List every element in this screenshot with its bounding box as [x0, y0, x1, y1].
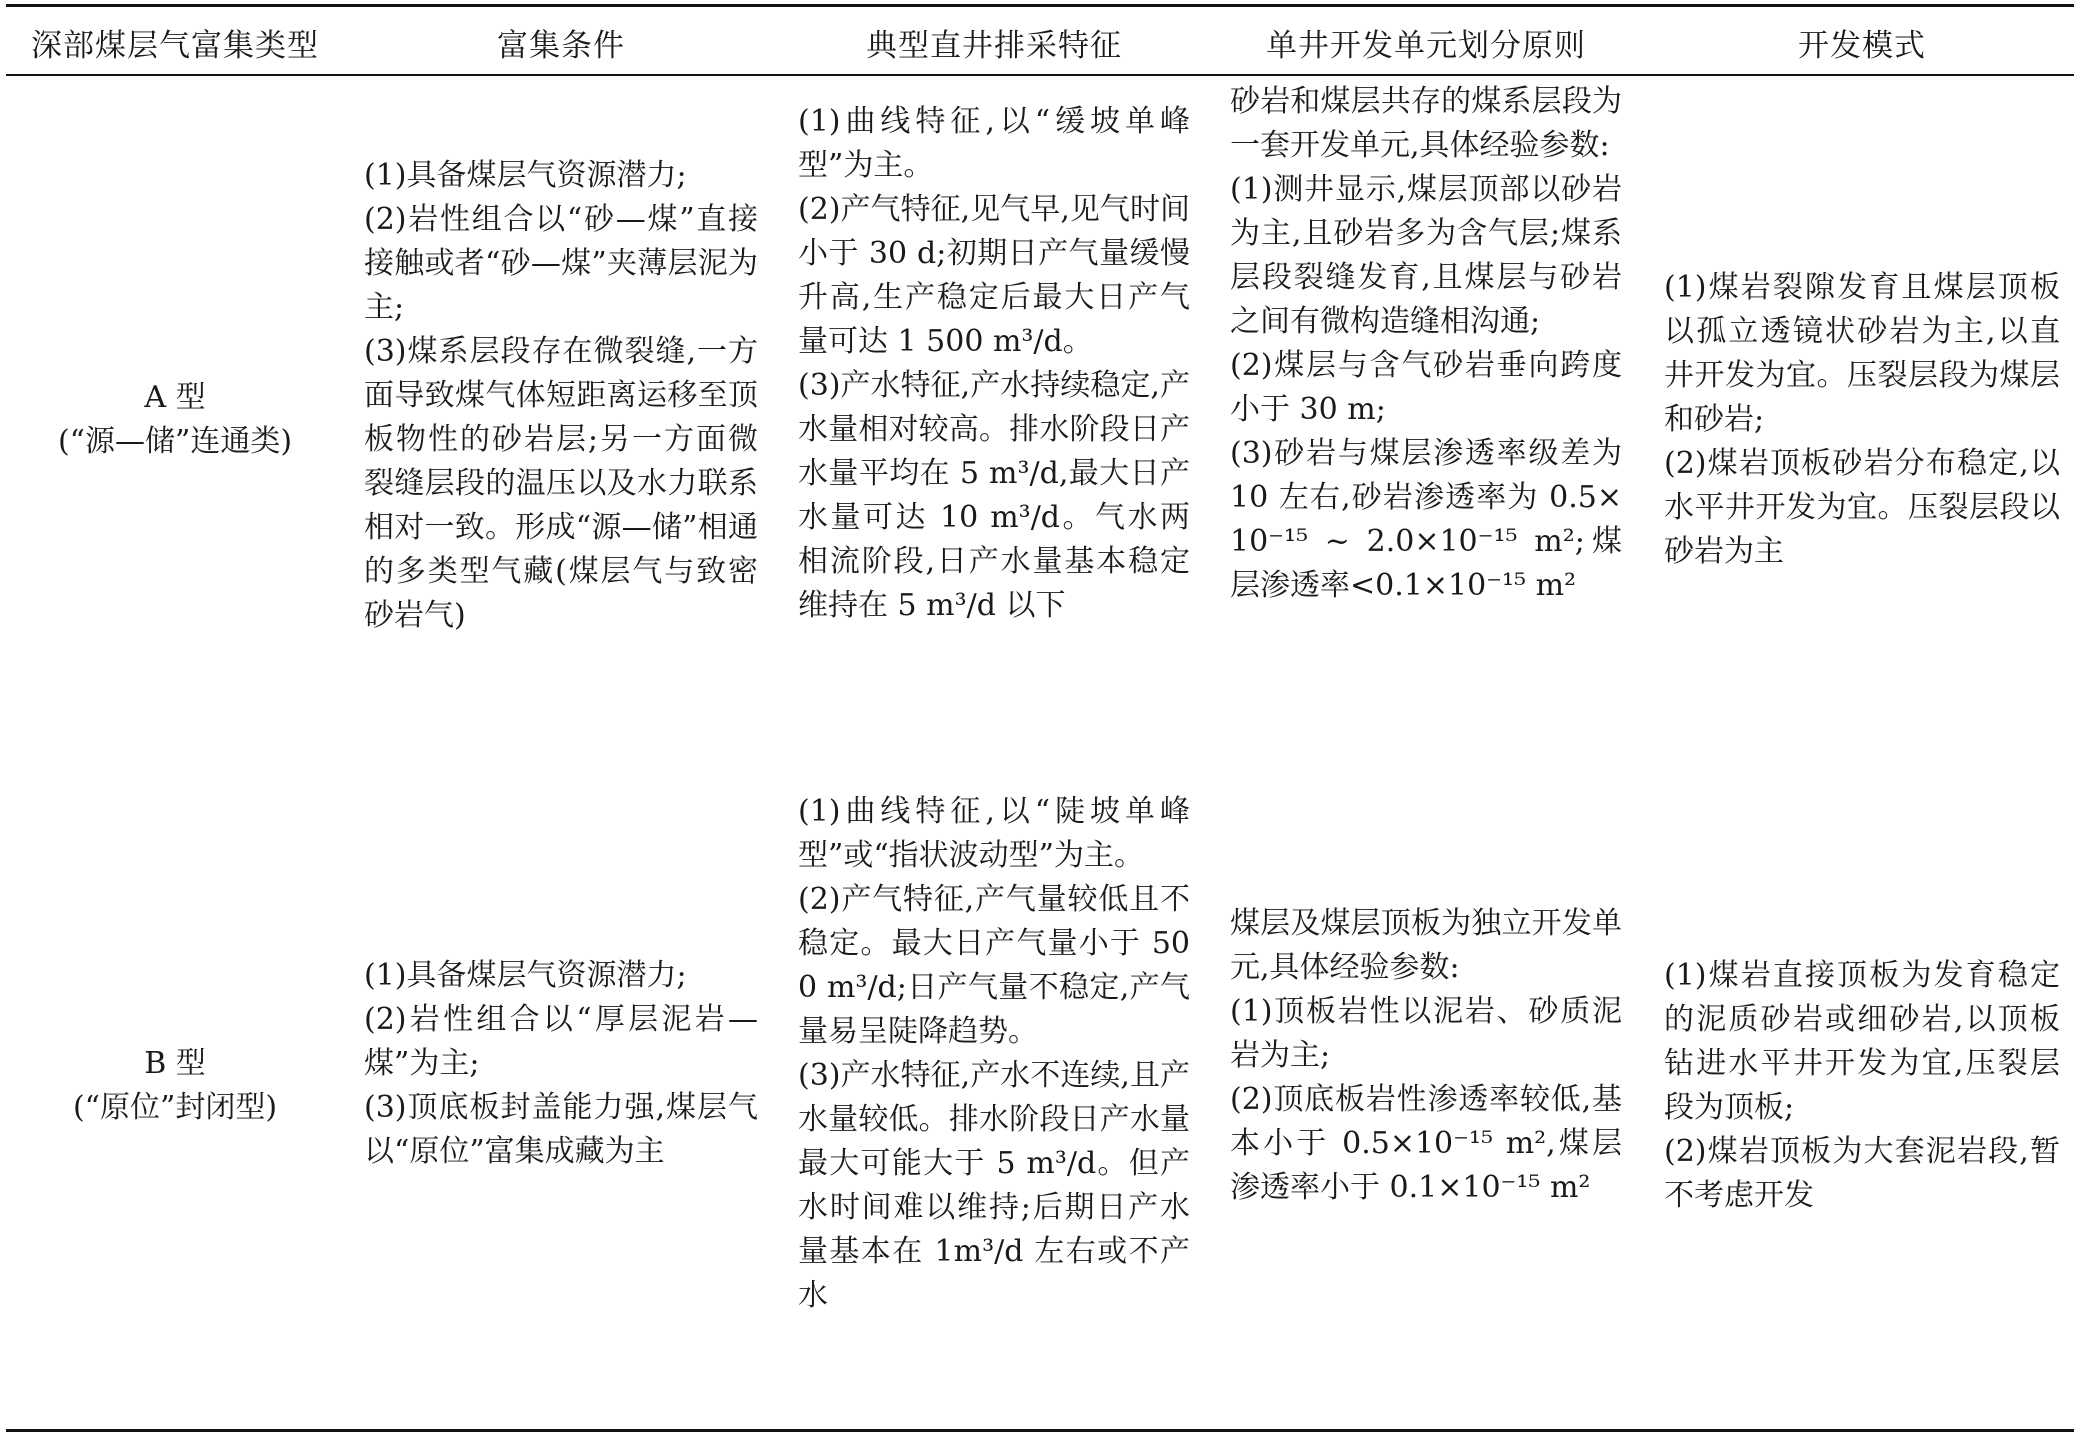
table-row-type-b — [10, 1042, 340, 1130]
row-a-production — [798, 100, 1190, 628]
list-item: (2)煤层与含气砂岩垂向跨度小于 30 m; — [1230, 348, 1622, 427]
table-top-rule — [6, 4, 2074, 7]
list-item: (3)顶底板封盖能力强,煤层气以“原位”富集成藏为主 — [364, 1090, 758, 1169]
list-item: (1)具备煤层气资源潜力; — [364, 158, 687, 193]
list-item: (1)顶板岩性以泥岩、砂质泥岩为主; — [1230, 994, 1622, 1073]
list-item: (2)产气特征,见气早,见气时间小于 30 d;初期日产气量缓慢升高,生产稳定后最大日产气量可达 1 500 m³/d。 — [798, 192, 1190, 359]
type-subtitle: (“原位”封闭型) — [72, 1090, 278, 1125]
header-production-characteristics: 典型直井排采特征 — [866, 27, 1122, 64]
list-item: (3)砂岩与煤层渗透率级差为 10 左右,砂岩渗透率为 0.5×10⁻¹⁵ ~ 2.0×10⁻¹⁵ m²;煤层渗透率<0.1×10⁻¹⁵ m² — [1230, 436, 1622, 603]
row-a-unit-division — [1230, 80, 1622, 608]
header-development-mode: 开发模式 — [1798, 27, 1926, 64]
row-b-development-mode — [1664, 954, 2060, 1218]
list-item: (2)岩性组合以“厚层泥岩—煤”为主; — [364, 1002, 758, 1081]
list-item: (1)煤岩裂隙发育且煤层顶板以孤立透镜状砂岩为主,以直井开发为宜。压裂层段为煤层和砂岩; — [1664, 270, 2060, 437]
list-item: (3)煤系层段存在微裂缝,一方面导致煤气体短距离运移至顶板物性的砂岩层;另一方面微裂缝层段的温压以及水力联系相对一致。形成“源—储”相通的多类型气藏(煤层气与致密砂岩气) — [364, 334, 758, 633]
list-item: (1)煤岩直接顶板为发育稳定的泥质砂岩或细砂岩,以顶板钻进水平井开发为宜,压裂层段为顶板; — [1664, 958, 2060, 1125]
list-item: (1)曲线特征,以“陡坡单峰型”或“指状波动型”为主。 — [798, 794, 1190, 873]
list-item: (2)顶底板岩性渗透率较低,基本小于 0.5×10⁻¹⁵ m²,煤层渗透率小于 0.1×10⁻¹⁵ m² — [1230, 1082, 1622, 1205]
row-a-development-mode — [1664, 266, 2060, 574]
table-bottom-rule — [6, 1429, 2074, 1432]
type-name: A 型 — [144, 380, 206, 415]
list-item: (1)具备煤层气资源潜力; — [364, 958, 687, 993]
header-enrichment-type: 深部煤层气富集类型 — [31, 27, 319, 64]
row-b-conditions — [364, 954, 758, 1174]
type-name: B 型 — [144, 1046, 206, 1081]
list-item: (1)测井显示,煤层顶部以砂岩为主,且砂岩多为含气层;煤系层段裂缝发育,且煤层与砂岩之间有微构造缝相沟通; — [1230, 172, 1622, 339]
list-item: (2)煤岩顶板为大套泥岩段,暂不考虑开发 — [1664, 1134, 2060, 1213]
list-item: (2)煤岩顶板砂岩分布稳定,以水平井开发为宜。压裂层段以砂岩为主 — [1664, 446, 2060, 569]
table-row-type-a — [10, 376, 340, 464]
row-b-unit-division — [1230, 902, 1622, 1210]
row-b-production — [798, 790, 1190, 1318]
type-subtitle: (“源—储”连通类) — [57, 424, 293, 459]
list-item: (1)曲线特征,以“缓坡单峰型”为主。 — [798, 104, 1190, 183]
table-header-rule — [6, 74, 2074, 76]
header-enrichment-conditions: 富集条件 — [497, 27, 625, 64]
header-unit-division: 单井开发单元划分原则 — [1266, 27, 1586, 64]
list-item: (2)岩性组合以“砂—煤”直接接触或者“砂—煤”夹薄层泥为主; — [364, 202, 758, 325]
row-a-conditions — [364, 154, 758, 638]
list-item: (3)产水特征,产水不连续,且产水量较低。排水阶段日产水量最大可能大于 5 m³/d。但产水时间难以维持;后期日产水量基本在 1m³/d 左右或不产水 — [798, 1058, 1190, 1313]
list-item: (2)产气特征,产气量较低且不稳定。最大日产气量小于 500 m³/d;日产气量不稳定,产气量易呈陡降趋势。 — [798, 882, 1190, 1049]
list-item: 砂岩和煤层共存的煤系层段为一套开发单元,具体经验参数: — [1230, 84, 1622, 163]
list-item: 煤层及煤层顶板为独立开发单元,具体经验参数: — [1230, 906, 1622, 985]
list-item: (3)产水特征,产水持续稳定,产水量相对较高。排水阶段日产水量平均在 5 m³/d,最大日产水量可达 10 m³/d。气水两相流阶段,日产水量基本稳定维持在 5 m³/d 以下 — [798, 368, 1190, 623]
